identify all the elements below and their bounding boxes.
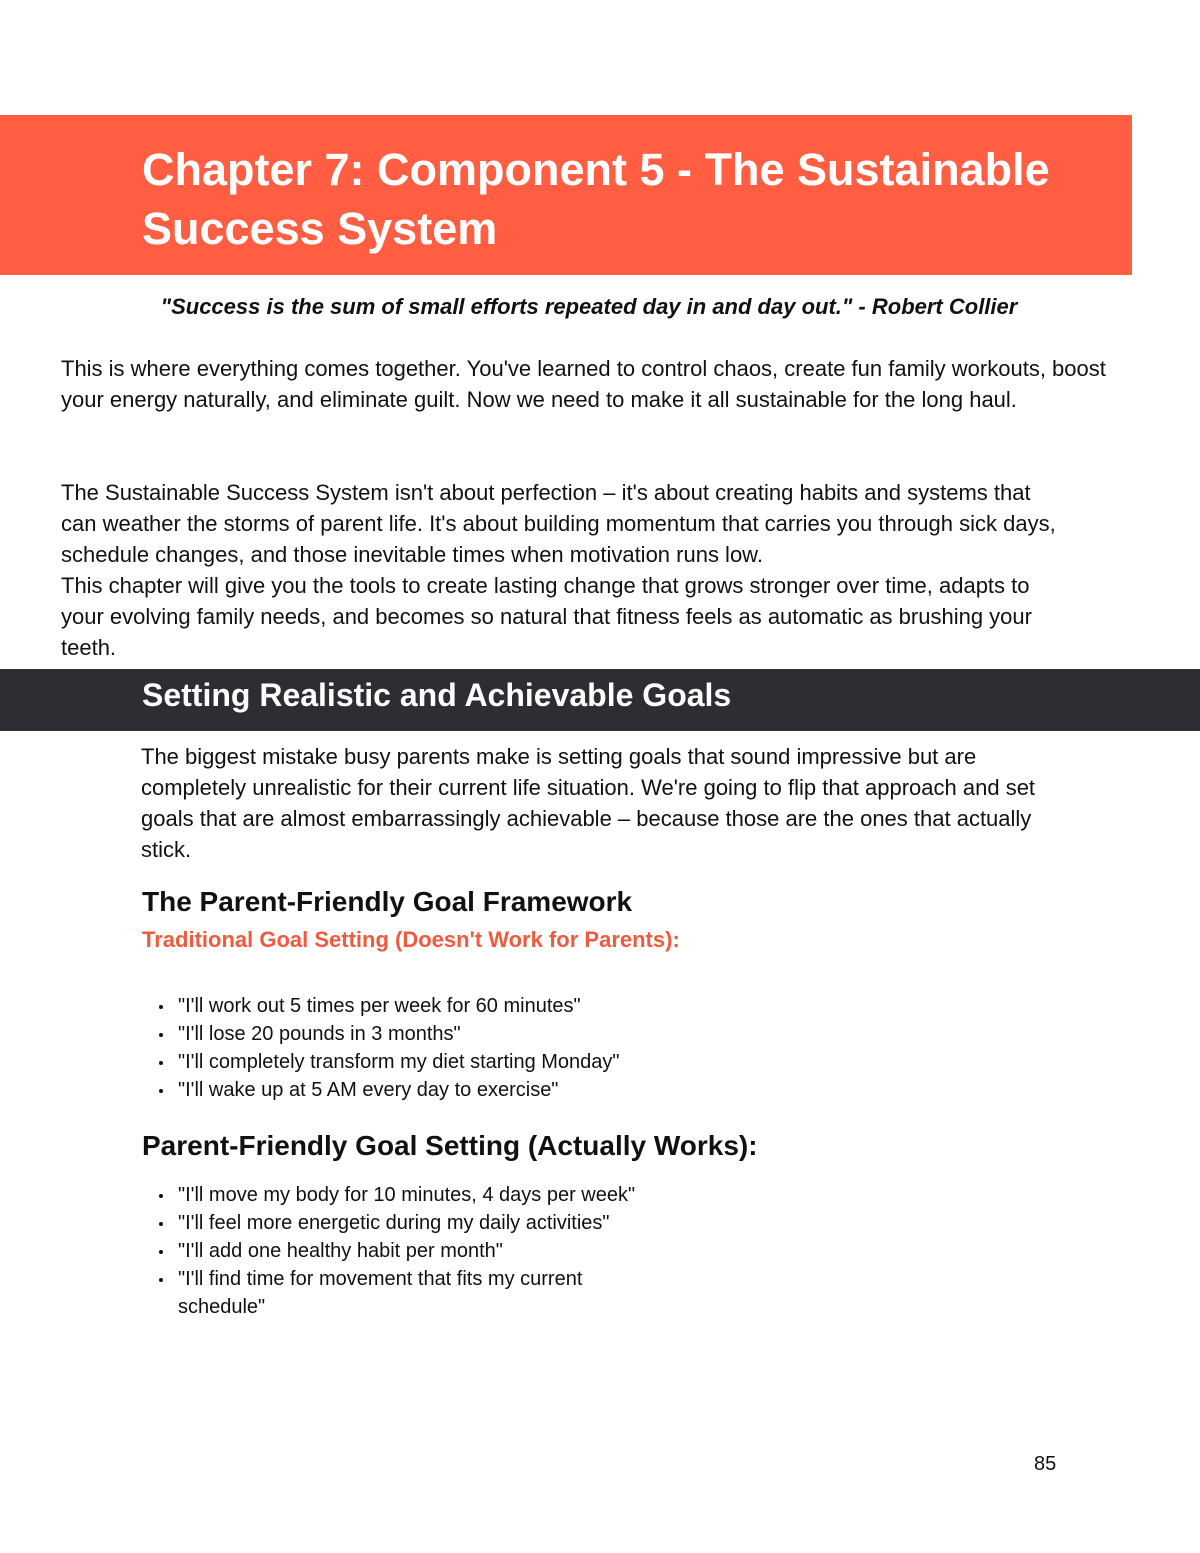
section-title: Setting Realistic and Achievable Goals xyxy=(142,677,732,713)
list-item: "I'll move my body for 10 minutes, 4 days per week" xyxy=(178,1181,648,1209)
parent-goals-list xyxy=(178,1181,648,1321)
intro-paragraph: This is where everything comes together. You've learned to control chaos, create fun family workouts, boost your energy naturally, and eliminate guilt. Now we need to make it all sustainable for the long haul. xyxy=(61,356,1106,412)
list-item: "I'll feel more energetic during my daily activities" xyxy=(178,1209,648,1237)
chapter-title: Chapter 7: Component 5 - The Sustainable Success System xyxy=(142,144,1050,254)
chapter-quote: "Success is the sum of small efforts repeated day in and day out." - Robert Collier xyxy=(160,294,1018,319)
section-paragraph: The biggest mistake busy parents make is setting goals that sound impressive but are completely unrealistic for their current life situation. We're going to flip that approach and set goals that are almost embarrassingly achievable – because those are the ones that actually stick. xyxy=(141,744,1036,862)
list-item: "I'll find time for movement that fits my current schedule" xyxy=(178,1265,648,1321)
list-item: "I'll wake up at 5 AM every day to exercise" xyxy=(178,1076,698,1104)
intro-paragraph: The Sustainable Success System isn't about perfection – it's about creating habits and systems that can weather the storms of parent life. It's about building momentum that carries you through sick days, schedule changes, and those inevitable times when motivation runs low. xyxy=(61,480,1056,567)
parent-goals-heading: Parent-Friendly Goal Setting (Actually Works): xyxy=(142,1130,758,1161)
page-number: 85 xyxy=(1034,1453,1057,1475)
traditional-goals-heading: Traditional Goal Setting (Doesn't Work for Parents): xyxy=(142,927,680,952)
traditional-goals-list xyxy=(178,992,698,1104)
framework-heading: The Parent-Friendly Goal Framework xyxy=(142,886,633,917)
list-item: "I'll work out 5 times per week for 60 minutes" xyxy=(178,992,698,1020)
list-item: "I'll add one healthy habit per month" xyxy=(178,1237,648,1265)
intro-paragraph: This chapter will give you the tools to create lasting change that grows stronger over time, adapts to your evolving family needs, and becomes so natural that fitness feels as automatic as brushing your teeth. xyxy=(61,573,1032,660)
list-item: "I'll completely transform my diet starting Monday" xyxy=(178,1048,698,1076)
list-item: "I'll lose 20 pounds in 3 months" xyxy=(178,1020,698,1048)
